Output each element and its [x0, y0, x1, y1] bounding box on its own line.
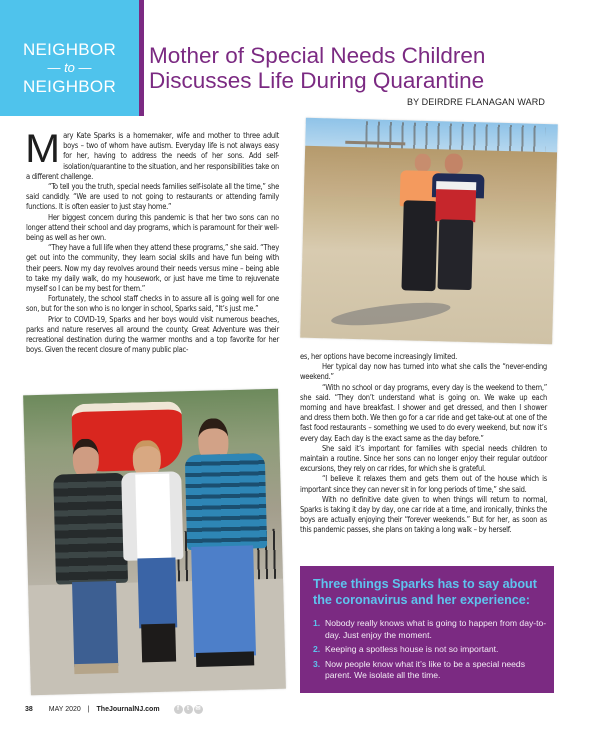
drop-cap: M: [25, 127, 60, 171]
website-link[interactable]: TheJournalNJ.com: [96, 706, 160, 713]
paragraph: “With no school or day programs, every day is the weekend to them,” she said. “They don’t understand what is going on. We wake up each morning and have breakfast. I shower and get dressed, and then I shower and dress them both. We then go for a car ride and get take-out at one of the fast food restaurants – something we used to do every weekend, but now it’s every day. Each day is the exact same as the day before.”: [300, 382, 547, 443]
list-number: 3.: [313, 658, 321, 669]
article-column-1: [25, 127, 279, 355]
callout-list: [313, 618, 548, 685]
paragraph: “I believe it relaxes them and gets them out of the house which is important since they can never sit in for long periods of time,” she said.: [300, 474, 547, 494]
social-icons: [174, 705, 204, 714]
paragraph: [25, 127, 279, 182]
article-headline: [149, 43, 589, 93]
list-text: Now people know what it’s like to be a special needs parent. We isolate all the time.: [325, 658, 526, 680]
paragraph: “To tell you the truth, special needs families self-isolate all the time,” she said candidly. “We are used to not going to restaurants or attending family functions. It is often easier to just stay home.”: [26, 182, 279, 212]
list-number: 1.: [313, 618, 321, 628]
facebook-icon[interactable]: f: [174, 705, 183, 714]
list-text: Keeping a spotless house is not so important.: [325, 644, 499, 654]
list-number: 2.: [313, 644, 321, 654]
park-photo: [23, 389, 286, 696]
list-item: [313, 644, 548, 656]
badge-line-1: NEIGHBOR: [22, 40, 117, 59]
headline-line-2: Discusses Life During Quarantine: [149, 68, 485, 93]
paragraph: She said it’s important for families with special needs children to maintain a routine. Since her sons can no longer enjoy their regular outdoor excursions, they rely on car rides, for which she is grateful.: [300, 443, 547, 474]
paragraph: With no definitive date given to when things will return to normal, Sparks is taking it day by day, one car ride at a time, and ironically, thinks the boys are actually enjoying their “forever weekends.” But for her, as soon as this pandemic passes, she plans on taking a long walk – by herself.: [300, 494, 547, 535]
headline-line-1: Mother of Special Needs Children: [149, 43, 486, 68]
section-badge: [0, 0, 139, 116]
paragraph: Fortunately, the school staff checks in to assure all is going well for one son, but for the son who is no longer in school, Sparks said, “It’s just me.”: [26, 294, 279, 314]
paragraph: Her biggest concern during this pandemic is that her two sons can no longer attend their school and day programs, which is paramount for their well-being as well as her own.: [26, 212, 279, 243]
badge-line-2: — to —: [47, 60, 92, 75]
byline: BY DEIRDRE FLANAGAN WARD: [407, 97, 545, 107]
paragraph: Her typical day now has turned into what she calls the “never-ending weekend.”: [300, 362, 547, 382]
footer-separator: |: [87, 706, 90, 713]
page-number: 38: [25, 706, 33, 713]
beach-photo: [300, 118, 558, 345]
callout-title: Three things Sparks has to say about the coronavirus and her experience:: [313, 577, 537, 607]
article-column-2: [300, 352, 547, 536]
paragraph: es, her options have become increasingly limited.: [300, 352, 458, 361]
paragraph: Prior to COVID-19, Sparks and her boys would visit numerous beaches, parks and nature reserves all around the county. Great Adventure was their recreational destination during the warmer months and a top favorite for her boys. Given the recent closure of many public plac-: [26, 314, 279, 355]
page-footer: [25, 705, 204, 714]
accent-divider: [139, 0, 144, 116]
callout-box: [300, 566, 554, 693]
paragraph-text: ary Kate Sparks is a homemaker, wife and mother to three adult boys – two of whom have autism. Everyday life is not always easy for her, having to address the needs of her sons. Add self-isolation/quarantine to the situation, and her responsibilities take on a different challenge.: [26, 131, 279, 181]
badge-line-3: NEIGHBOR: [22, 77, 117, 96]
list-text: Nobody really knows what is going to happen from day-to-day. Just enjoy the moment.: [325, 618, 547, 640]
twitter-icon[interactable]: t: [184, 705, 193, 714]
email-icon[interactable]: ✉: [195, 706, 201, 712]
list-item: [313, 659, 548, 682]
paragraph: “They have a full life when they attend these programs,” she said. “They get out into the community, they learn social skills and have fun being with their peers. Now my day revolves around their needs versus mine – being able to take my daily walk, do my housework, or just have me time to rejuvenate myself so I can be my best for them.”: [26, 243, 279, 294]
issue-date: MAY 2020: [48, 706, 81, 713]
list-item: [313, 618, 548, 641]
